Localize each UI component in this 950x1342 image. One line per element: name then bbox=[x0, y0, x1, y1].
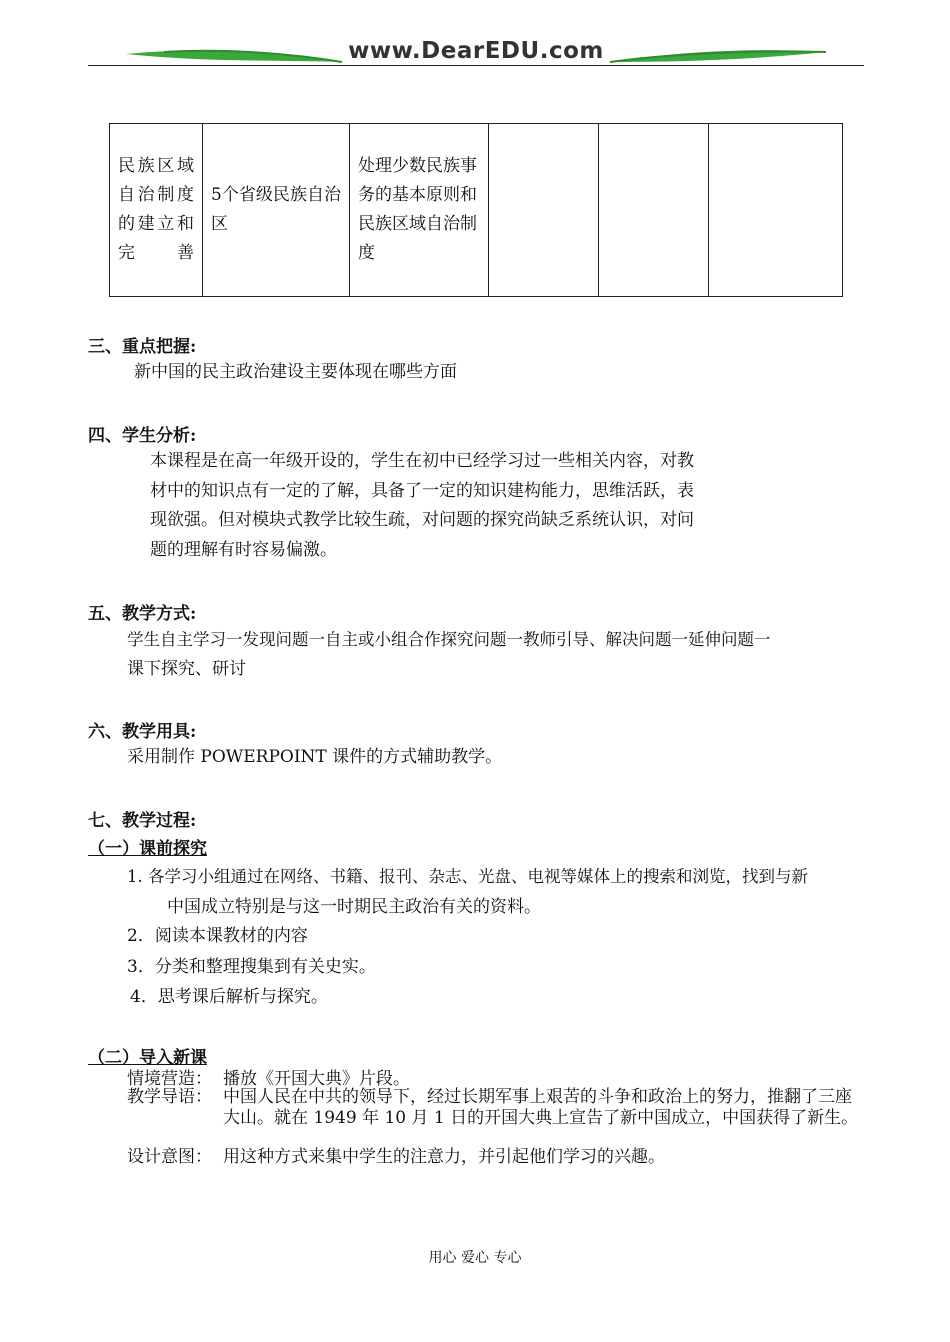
table-cell bbox=[203, 124, 350, 297]
section-3-title: 三、重点把握: bbox=[88, 337, 197, 357]
list-item: 中国成立特别是与这一时期民主政治有关的资料。 bbox=[167, 897, 541, 917]
paragraph-line: 现欲强。但对模块式教学比较生疏，对问题的探究尚缺乏系统认识，对问 bbox=[150, 510, 694, 530]
definition-term: 情境营造： bbox=[127, 1069, 212, 1089]
section-3-text: 新中国的民主政治建设主要体现在哪些方面 bbox=[134, 362, 457, 382]
content-table bbox=[109, 123, 843, 297]
definition-desc: 用这种方式来集中学生的注意力，并引起他们学习的兴趣。 bbox=[223, 1147, 665, 1167]
table-cell bbox=[350, 124, 489, 297]
cell-text: 民族区域自治制度的建立和完善 bbox=[118, 156, 194, 263]
table-cell bbox=[489, 124, 599, 297]
section-4-title: 四、学生分析: bbox=[88, 426, 197, 446]
definition-term: 教学导语： bbox=[127, 1087, 212, 1107]
paragraph-line: 学生自主学习一发现问题一自主或小组合作探究问题一教师引导、解决问题一延伸问题一 bbox=[127, 630, 771, 649]
table-cell bbox=[110, 124, 203, 297]
definition-row bbox=[127, 1087, 863, 1129]
table-cell bbox=[709, 124, 843, 297]
section-6-title: 六、教学用具: bbox=[88, 722, 197, 742]
subsection-1-title: （一）课前探究 bbox=[88, 839, 207, 859]
paragraph-line: 本课程是在高一年级开设的，学生在初中已经学习过一些相关内容，对教 bbox=[150, 451, 694, 471]
definition-term: 设计意图： bbox=[127, 1147, 212, 1167]
definition-desc: 播放《开国大典》片段。 bbox=[223, 1069, 410, 1089]
section-7-title: 七、教学过程: bbox=[88, 811, 197, 831]
page-header bbox=[88, 36, 864, 70]
page-footer: 用心 爱心 专心 bbox=[428, 1250, 522, 1266]
table-row bbox=[110, 124, 843, 297]
table-cell bbox=[599, 124, 709, 297]
section-5-title: 五、教学方式: bbox=[88, 604, 197, 624]
section-6-text: 采用制作 POWERPOINT 课件的方式辅助教学。 bbox=[127, 747, 503, 767]
header-rule bbox=[88, 65, 864, 66]
list-item: 2．阅读本课教材的内容 bbox=[127, 926, 308, 946]
list-item: 3．分类和整理搜集到有关史实。 bbox=[127, 957, 376, 977]
paragraph-line: 材中的知识点有一定的了解，具备了一定的知识建构能力，思维活跃，表 bbox=[150, 481, 694, 501]
list-item: 1. 各学习小组通过在网络、书籍、报刊、杂志、光盘、电视等媒体上的搜索和浏览，找到与新 bbox=[127, 867, 808, 886]
subsection-2-title: （二）导入新课 bbox=[88, 1048, 207, 1068]
definition-desc: 中国人民在中共的领导下，经过长期军事上艰苦的斗争和政治上的努力，推翻了三座大山。就在 1949 年 10 月 1 日的开国大典上宣告了新中国成立，中国获得了新生。 bbox=[223, 1087, 859, 1128]
list-item: 4．思考课后解析与探究。 bbox=[130, 987, 328, 1007]
definition-row bbox=[127, 1147, 863, 1168]
cell-text: 5个省级民族自治区 bbox=[211, 185, 341, 234]
paragraph-line: 题的理解有时容易偏激。 bbox=[150, 540, 337, 560]
site-logo-text: www.DearEDU.com bbox=[348, 38, 604, 64]
paragraph-line: 课下探究、研讨 bbox=[127, 659, 246, 679]
cell-text: 处理少数民族事务的基本原则和民族区域自治制度 bbox=[358, 156, 477, 263]
